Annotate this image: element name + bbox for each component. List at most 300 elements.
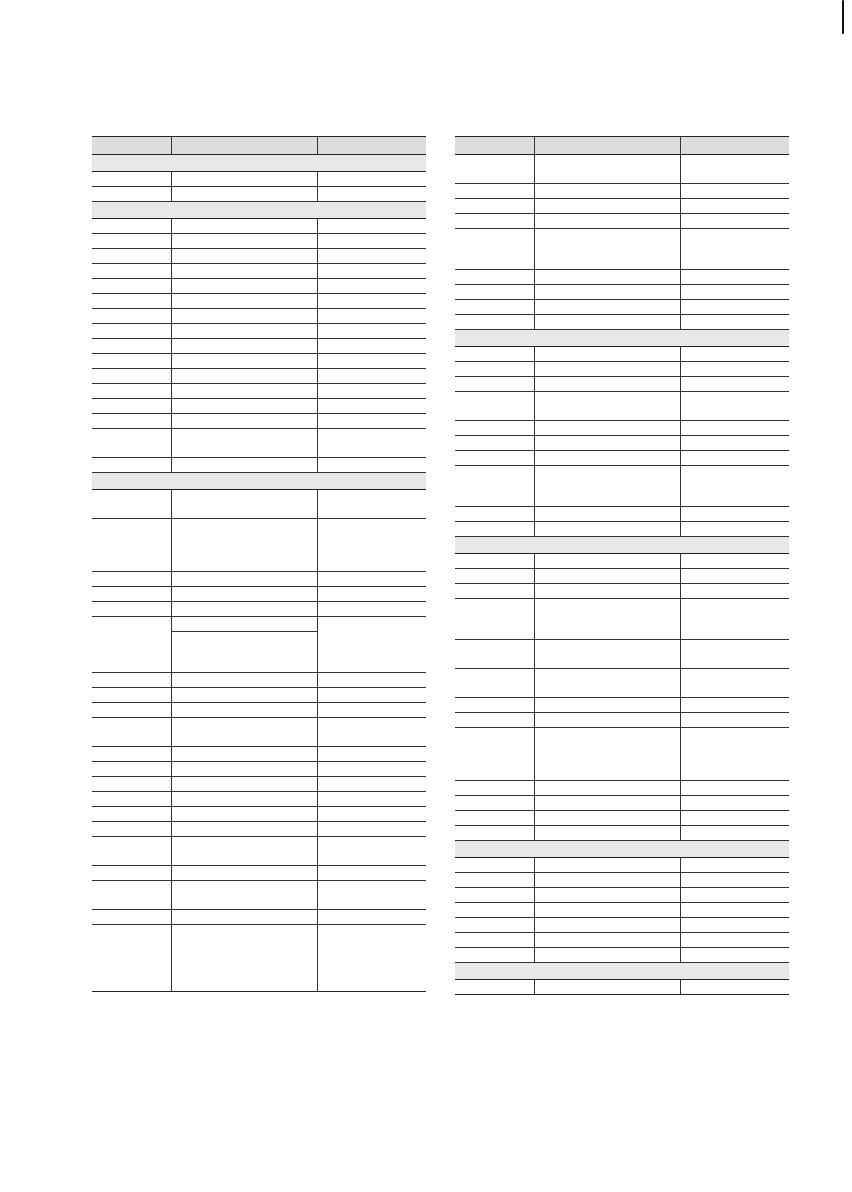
table-cell bbox=[171, 837, 317, 866]
table-cell bbox=[171, 279, 317, 294]
table-cell bbox=[92, 324, 171, 339]
table-row bbox=[92, 807, 426, 822]
table-row bbox=[92, 219, 426, 234]
table-cell bbox=[680, 569, 789, 584]
table-cell bbox=[534, 214, 680, 229]
table-cell bbox=[92, 219, 171, 234]
table-row bbox=[92, 264, 426, 279]
table-cell bbox=[680, 466, 789, 507]
section-label bbox=[455, 963, 789, 980]
table-cell bbox=[92, 354, 171, 369]
table-cell bbox=[455, 569, 534, 584]
table-cell bbox=[534, 903, 680, 918]
spec-table-right bbox=[455, 136, 789, 995]
table-cell bbox=[534, 781, 680, 796]
table-cell bbox=[92, 234, 171, 249]
section-label bbox=[455, 841, 789, 858]
table-cell bbox=[317, 249, 426, 264]
table-row bbox=[455, 781, 789, 796]
section-label bbox=[92, 202, 426, 219]
table-cell bbox=[534, 421, 680, 436]
table-cell bbox=[171, 414, 317, 429]
table-row bbox=[455, 811, 789, 826]
table-cell bbox=[92, 807, 171, 822]
table-cell bbox=[92, 792, 171, 807]
section-label bbox=[455, 330, 789, 347]
table-cell bbox=[534, 466, 680, 507]
table-cell bbox=[92, 187, 171, 202]
table-cell bbox=[171, 688, 317, 703]
table-cell bbox=[534, 826, 680, 841]
table-cell bbox=[455, 451, 534, 466]
table-row bbox=[455, 669, 789, 698]
table-cell bbox=[317, 762, 426, 777]
table-row bbox=[455, 858, 789, 873]
section-label bbox=[92, 155, 426, 172]
table-cell bbox=[680, 507, 789, 522]
table-cell bbox=[317, 219, 426, 234]
table-cell bbox=[92, 458, 171, 473]
table-cell bbox=[534, 698, 680, 713]
table-row bbox=[92, 187, 426, 202]
table-cell bbox=[171, 309, 317, 324]
table-cell bbox=[92, 399, 171, 414]
table-row bbox=[455, 392, 789, 421]
table-cell bbox=[680, 918, 789, 933]
table-cell bbox=[534, 270, 680, 285]
table-cell bbox=[92, 910, 171, 925]
table-cell bbox=[680, 980, 789, 995]
table-row bbox=[92, 490, 426, 519]
table-cell bbox=[171, 881, 317, 910]
table-cell bbox=[534, 888, 680, 903]
table-cell bbox=[171, 792, 317, 807]
table-cell bbox=[317, 718, 426, 747]
table-row bbox=[455, 918, 789, 933]
table-cell bbox=[92, 718, 171, 747]
table-cell bbox=[680, 347, 789, 362]
table-cell bbox=[317, 807, 426, 822]
table-cell bbox=[680, 858, 789, 873]
section-row bbox=[455, 841, 789, 858]
table-cell bbox=[534, 948, 680, 963]
table-cell bbox=[455, 728, 534, 781]
table-row bbox=[92, 703, 426, 718]
table-cell bbox=[680, 713, 789, 728]
table-cell bbox=[534, 933, 680, 948]
table-cell bbox=[171, 617, 317, 632]
table-row bbox=[92, 837, 426, 866]
table-cell bbox=[534, 285, 680, 300]
table-cell bbox=[534, 347, 680, 362]
table-cell bbox=[680, 377, 789, 392]
spec-table-left bbox=[92, 136, 426, 992]
table-cell bbox=[171, 747, 317, 762]
table-cell bbox=[455, 466, 534, 507]
section-label bbox=[92, 473, 426, 490]
table-cell bbox=[534, 873, 680, 888]
column-header bbox=[317, 137, 426, 155]
table-cell bbox=[171, 187, 317, 202]
table-cell bbox=[171, 172, 317, 187]
table-cell bbox=[171, 777, 317, 792]
table-cell bbox=[171, 807, 317, 822]
table-cell bbox=[455, 796, 534, 811]
table-cell bbox=[317, 429, 426, 458]
table-header-row bbox=[455, 137, 789, 155]
table-row bbox=[92, 572, 426, 587]
table-cell bbox=[171, 632, 317, 673]
table-cell bbox=[317, 279, 426, 294]
table-row bbox=[455, 421, 789, 436]
table-cell bbox=[92, 414, 171, 429]
table-cell bbox=[680, 903, 789, 918]
table-cell bbox=[680, 285, 789, 300]
table-row bbox=[92, 617, 426, 632]
table-row bbox=[455, 347, 789, 362]
table-cell bbox=[92, 703, 171, 718]
table-cell bbox=[680, 199, 789, 214]
table-cell bbox=[171, 602, 317, 617]
table-row bbox=[92, 881, 426, 910]
table-row bbox=[92, 925, 426, 992]
table-cell bbox=[171, 458, 317, 473]
table-cell bbox=[534, 300, 680, 315]
table-cell bbox=[455, 522, 534, 537]
table-cell bbox=[171, 925, 317, 992]
table-cell bbox=[171, 429, 317, 458]
table-cell bbox=[317, 747, 426, 762]
column-header bbox=[534, 137, 680, 155]
table-row bbox=[455, 300, 789, 315]
table-row bbox=[455, 599, 789, 640]
table-cell bbox=[534, 392, 680, 421]
table-cell bbox=[92, 172, 171, 187]
table-cell bbox=[455, 507, 534, 522]
table-cell bbox=[171, 324, 317, 339]
table-cell bbox=[171, 587, 317, 602]
table-cell bbox=[455, 873, 534, 888]
table-cell bbox=[680, 184, 789, 199]
table-row bbox=[455, 728, 789, 781]
section-label bbox=[455, 537, 789, 554]
table-row bbox=[92, 234, 426, 249]
table-cell bbox=[455, 436, 534, 451]
table-row bbox=[92, 279, 426, 294]
table-row bbox=[455, 796, 789, 811]
table-cell bbox=[680, 300, 789, 315]
table-cell bbox=[455, 640, 534, 669]
table-cell bbox=[534, 728, 680, 781]
table-row bbox=[455, 554, 789, 569]
table-cell bbox=[92, 384, 171, 399]
table-cell bbox=[455, 184, 534, 199]
table-row bbox=[92, 792, 426, 807]
table-cell bbox=[534, 811, 680, 826]
table-cell bbox=[534, 796, 680, 811]
table-row bbox=[455, 522, 789, 537]
table-row bbox=[92, 354, 426, 369]
table-cell bbox=[317, 822, 426, 837]
table-cell bbox=[680, 933, 789, 948]
table-row bbox=[455, 451, 789, 466]
table-cell bbox=[680, 362, 789, 377]
table-row bbox=[92, 822, 426, 837]
table-row bbox=[92, 414, 426, 429]
table-cell bbox=[680, 796, 789, 811]
table-cell bbox=[92, 339, 171, 354]
table-cell bbox=[680, 584, 789, 599]
table-row bbox=[455, 285, 789, 300]
table-cell bbox=[92, 866, 171, 881]
table-row bbox=[455, 362, 789, 377]
table-cell bbox=[317, 572, 426, 587]
table-row bbox=[92, 384, 426, 399]
table-row bbox=[455, 184, 789, 199]
table-cell bbox=[92, 587, 171, 602]
table-cell bbox=[92, 822, 171, 837]
section-row bbox=[455, 330, 789, 347]
table-cell bbox=[317, 792, 426, 807]
table-cell bbox=[534, 199, 680, 214]
table-cell bbox=[455, 948, 534, 963]
table-cell bbox=[680, 781, 789, 796]
table-cell bbox=[317, 399, 426, 414]
table-cell bbox=[317, 414, 426, 429]
table-cell bbox=[317, 925, 426, 992]
table-cell bbox=[455, 347, 534, 362]
table-cell bbox=[680, 214, 789, 229]
table-cell bbox=[534, 155, 680, 184]
table-cell bbox=[317, 324, 426, 339]
table-cell bbox=[92, 279, 171, 294]
table-row bbox=[92, 172, 426, 187]
table-row bbox=[455, 903, 789, 918]
table-cell bbox=[680, 315, 789, 330]
table-row bbox=[92, 673, 426, 688]
table-cell bbox=[317, 777, 426, 792]
table-row bbox=[455, 888, 789, 903]
table-cell bbox=[680, 698, 789, 713]
table-row bbox=[92, 762, 426, 777]
table-row bbox=[455, 640, 789, 669]
table-cell bbox=[92, 309, 171, 324]
table-cell bbox=[317, 881, 426, 910]
section-row bbox=[455, 537, 789, 554]
table-cell bbox=[92, 249, 171, 264]
table-cell bbox=[92, 777, 171, 792]
table-cell bbox=[317, 673, 426, 688]
table-cell bbox=[455, 698, 534, 713]
table-cell bbox=[92, 429, 171, 458]
table-row bbox=[92, 309, 426, 324]
table-cell bbox=[317, 384, 426, 399]
table-cell bbox=[171, 294, 317, 309]
table-cell bbox=[92, 747, 171, 762]
table-cell bbox=[455, 300, 534, 315]
table-cell bbox=[171, 910, 317, 925]
table-cell bbox=[92, 925, 171, 992]
table-cell bbox=[171, 234, 317, 249]
table-cell bbox=[534, 669, 680, 698]
table-cell bbox=[455, 362, 534, 377]
table-row bbox=[455, 569, 789, 584]
table-cell bbox=[455, 377, 534, 392]
table-cell bbox=[317, 490, 426, 519]
table-cell bbox=[455, 270, 534, 285]
table-row bbox=[455, 377, 789, 392]
table-cell bbox=[317, 587, 426, 602]
table-row bbox=[92, 399, 426, 414]
table-cell bbox=[534, 584, 680, 599]
section-row bbox=[92, 155, 426, 172]
table-cell bbox=[455, 980, 534, 995]
table-row bbox=[455, 948, 789, 963]
column-header bbox=[455, 137, 534, 155]
table-cell bbox=[534, 451, 680, 466]
table-cell bbox=[455, 903, 534, 918]
table-row bbox=[92, 587, 426, 602]
table-cell bbox=[317, 264, 426, 279]
table-cell bbox=[171, 490, 317, 519]
table-cell bbox=[680, 811, 789, 826]
table-row bbox=[455, 826, 789, 841]
table-row bbox=[92, 249, 426, 264]
table-cell bbox=[92, 617, 171, 673]
table-cell bbox=[534, 315, 680, 330]
table-cell bbox=[680, 522, 789, 537]
table-cell bbox=[534, 377, 680, 392]
table-row bbox=[92, 718, 426, 747]
table-row bbox=[92, 429, 426, 458]
table-cell bbox=[92, 762, 171, 777]
table-cell bbox=[171, 572, 317, 587]
table-cell bbox=[534, 507, 680, 522]
table-header-row bbox=[92, 137, 426, 155]
table-cell bbox=[455, 811, 534, 826]
table-cell bbox=[171, 399, 317, 414]
table-cell bbox=[317, 458, 426, 473]
table-row bbox=[92, 747, 426, 762]
table-cell bbox=[317, 688, 426, 703]
table-row bbox=[92, 688, 426, 703]
table-cell bbox=[534, 980, 680, 995]
table-cell bbox=[534, 569, 680, 584]
table-cell bbox=[455, 392, 534, 421]
table-cell bbox=[680, 873, 789, 888]
table-cell bbox=[455, 888, 534, 903]
table-cell bbox=[534, 713, 680, 728]
table-cell bbox=[171, 519, 317, 572]
table-cell bbox=[317, 617, 426, 673]
table-cell bbox=[455, 199, 534, 214]
table-cell bbox=[455, 155, 534, 184]
table-cell bbox=[680, 392, 789, 421]
table-cell bbox=[455, 554, 534, 569]
table-cell bbox=[680, 451, 789, 466]
table-cell bbox=[92, 881, 171, 910]
table-cell bbox=[455, 669, 534, 698]
page-edge-mark bbox=[842, 0, 844, 34]
table-cell bbox=[171, 219, 317, 234]
section-row bbox=[92, 473, 426, 490]
table-cell bbox=[317, 234, 426, 249]
table-cell bbox=[680, 728, 789, 781]
column-header bbox=[171, 137, 317, 155]
table-cell bbox=[92, 673, 171, 688]
section-row bbox=[455, 963, 789, 980]
table-cell bbox=[455, 713, 534, 728]
table-row bbox=[92, 369, 426, 384]
table-cell bbox=[92, 369, 171, 384]
table-cell bbox=[680, 599, 789, 640]
table-cell bbox=[171, 703, 317, 718]
table-row bbox=[455, 315, 789, 330]
table-row bbox=[92, 339, 426, 354]
table-cell bbox=[680, 270, 789, 285]
table-cell bbox=[455, 918, 534, 933]
table-cell bbox=[680, 421, 789, 436]
table-cell bbox=[317, 866, 426, 881]
table-cell bbox=[171, 822, 317, 837]
table-cell bbox=[317, 354, 426, 369]
table-row bbox=[92, 458, 426, 473]
table-row bbox=[455, 698, 789, 713]
table-cell bbox=[171, 264, 317, 279]
table-row bbox=[455, 214, 789, 229]
table-cell bbox=[92, 837, 171, 866]
table-cell bbox=[317, 369, 426, 384]
table-cell bbox=[680, 948, 789, 963]
table-cell bbox=[317, 602, 426, 617]
table-cell bbox=[317, 837, 426, 866]
table-cell bbox=[171, 866, 317, 881]
table-row bbox=[92, 519, 426, 572]
table-cell bbox=[534, 554, 680, 569]
table-cell bbox=[92, 294, 171, 309]
table-cell bbox=[455, 214, 534, 229]
table-row bbox=[455, 436, 789, 451]
table-cell bbox=[455, 229, 534, 270]
table-cell bbox=[680, 888, 789, 903]
table-cell bbox=[534, 599, 680, 640]
table-cell bbox=[455, 285, 534, 300]
table-cell bbox=[680, 640, 789, 669]
table-cell bbox=[171, 384, 317, 399]
table-cell bbox=[534, 184, 680, 199]
table-cell bbox=[92, 688, 171, 703]
table-row bbox=[455, 270, 789, 285]
table-cell bbox=[92, 519, 171, 572]
table-cell bbox=[92, 490, 171, 519]
table-cell bbox=[317, 519, 426, 572]
table-cell bbox=[680, 554, 789, 569]
table-cell bbox=[92, 572, 171, 587]
table-cell bbox=[317, 910, 426, 925]
table-row bbox=[92, 294, 426, 309]
table-row bbox=[92, 324, 426, 339]
table-cell bbox=[680, 229, 789, 270]
table-cell bbox=[534, 362, 680, 377]
table-cell bbox=[680, 436, 789, 451]
column-header bbox=[680, 137, 789, 155]
table-cell bbox=[455, 826, 534, 841]
table-cell bbox=[455, 315, 534, 330]
section-row bbox=[92, 202, 426, 219]
table-cell bbox=[455, 858, 534, 873]
table-row bbox=[455, 229, 789, 270]
table-cell bbox=[680, 826, 789, 841]
